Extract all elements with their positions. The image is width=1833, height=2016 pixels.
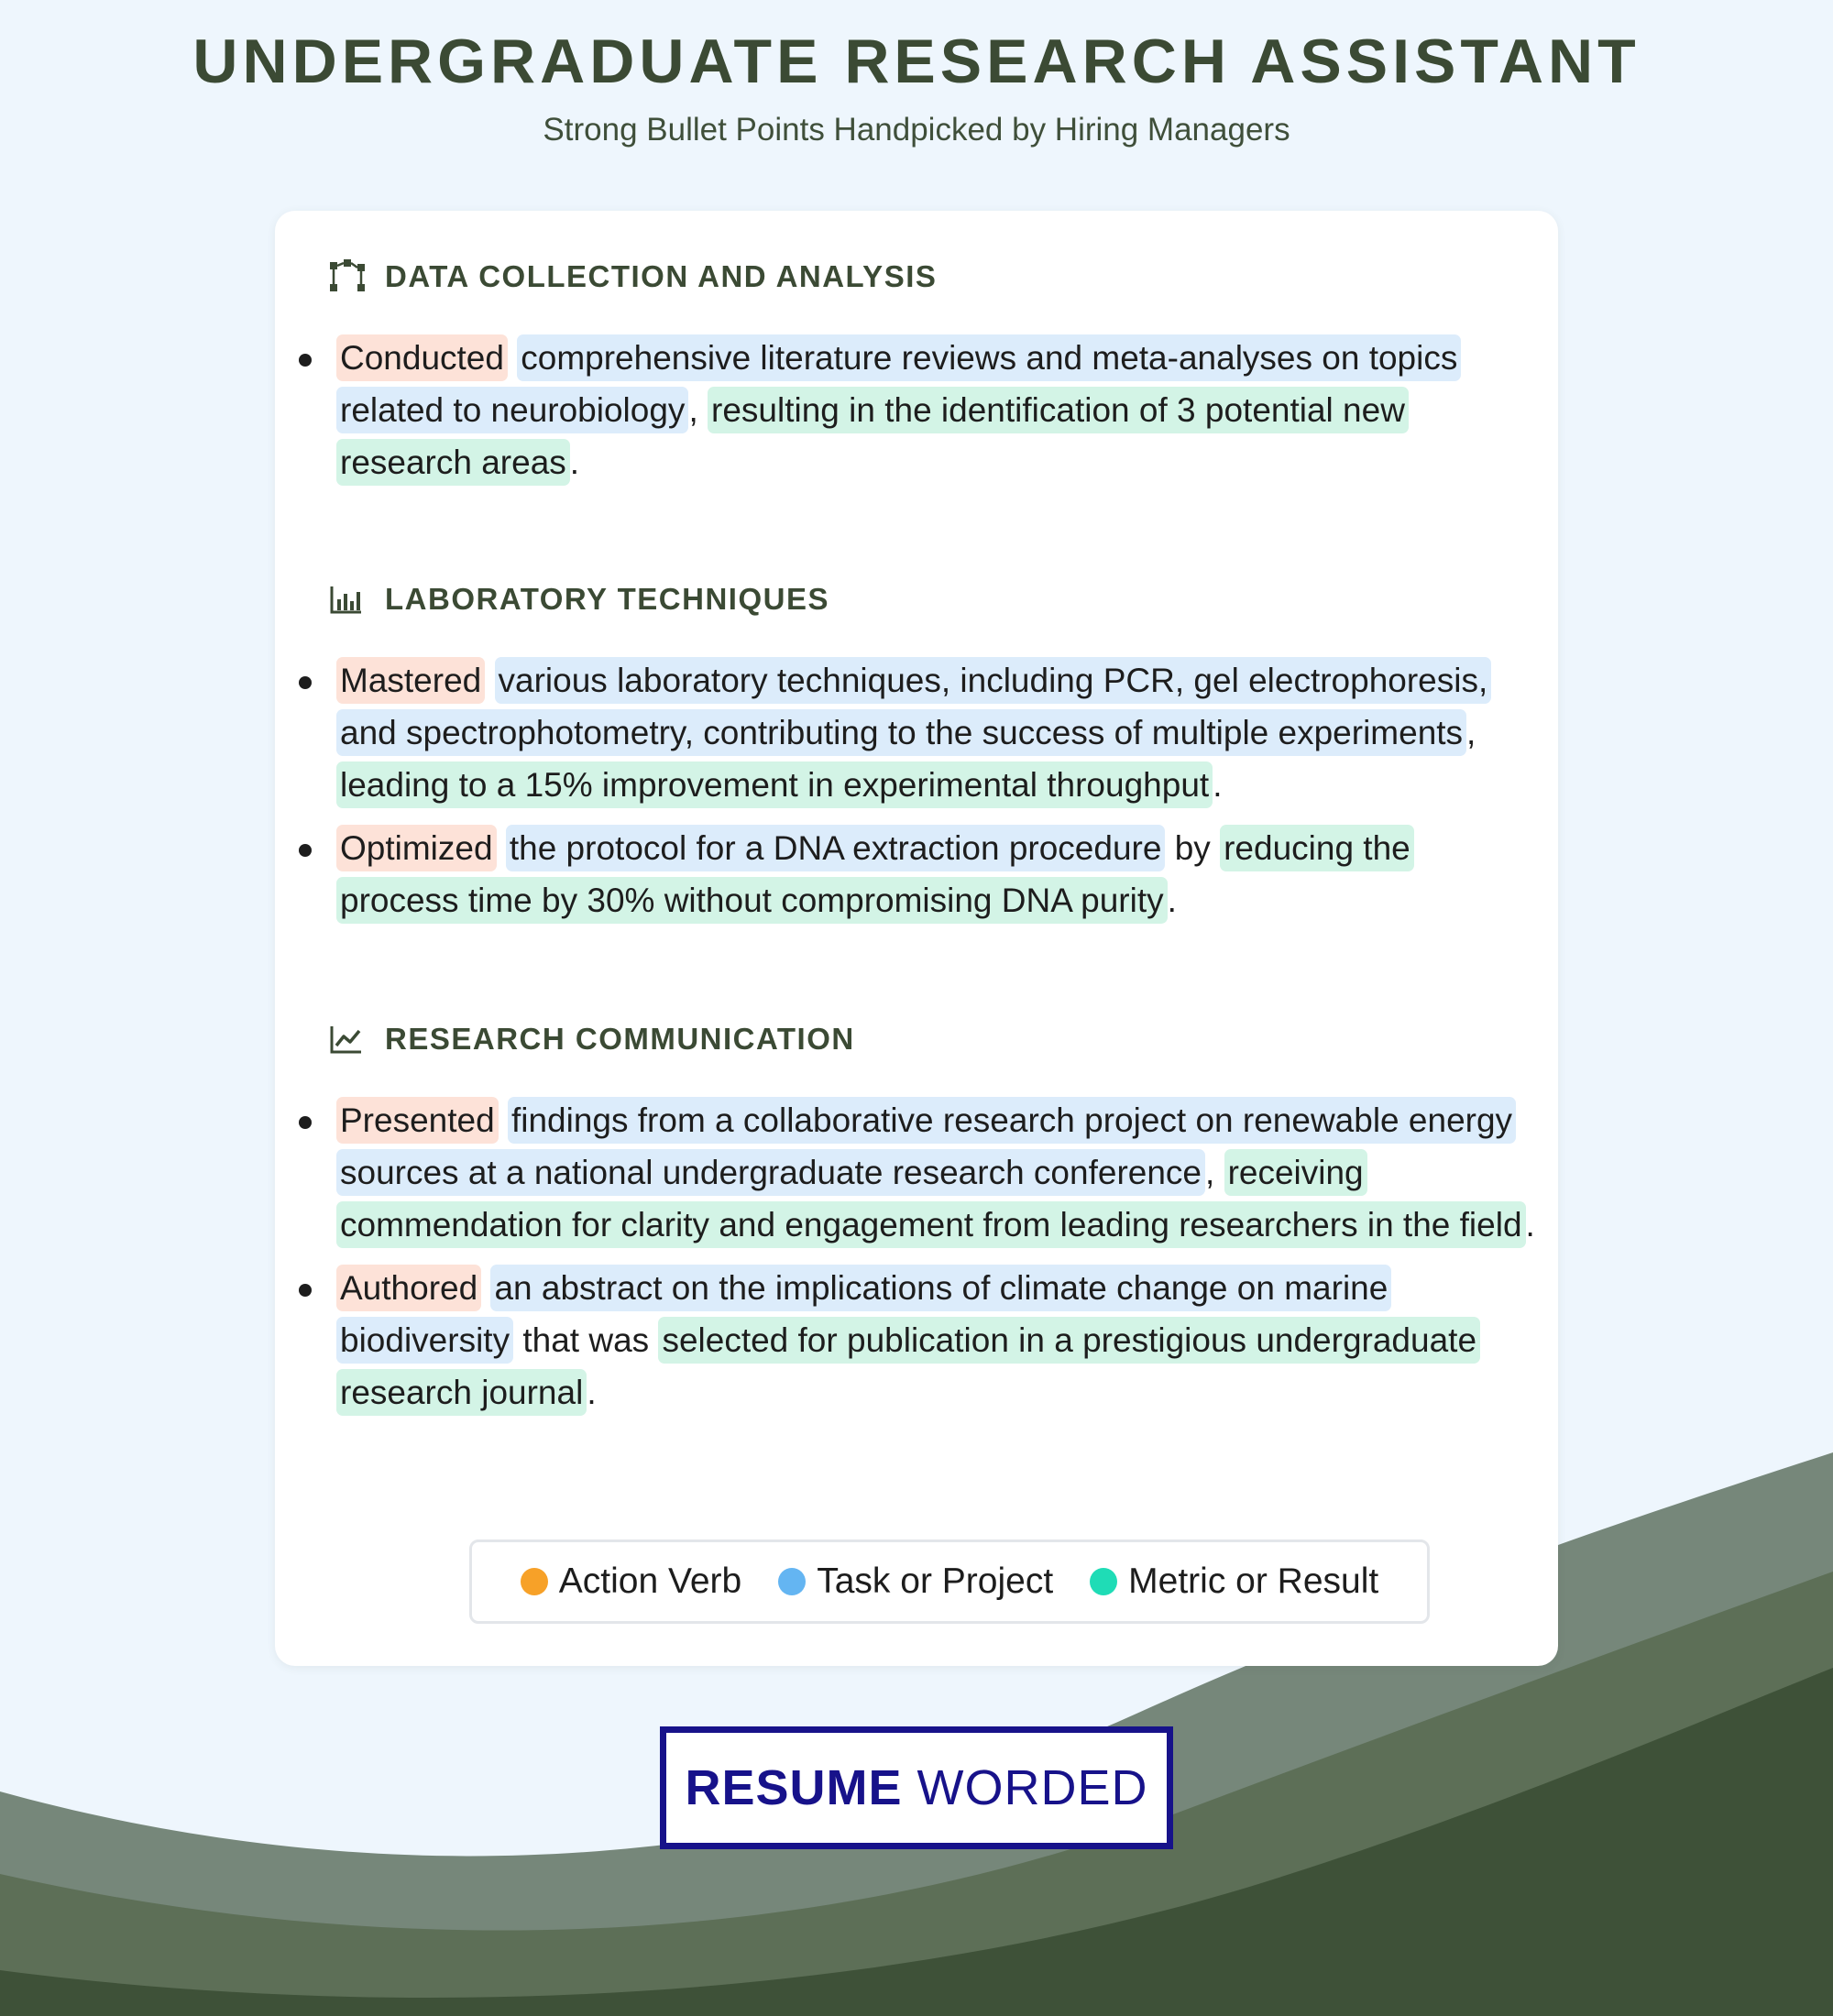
section-header [328, 572, 1538, 627]
bullet-list [328, 332, 1538, 488]
legend-dot-orange [521, 1568, 548, 1595]
page-subtitle: Strong Bullet Points Handpicked by Hiring Managers [543, 112, 1290, 148]
section-data-collection [328, 249, 1538, 499]
bullet-list [328, 654, 1538, 926]
legend-label: Task or Project [817, 1561, 1054, 1601]
plain-text: that was [513, 1321, 659, 1359]
resume-worded-logo [660, 1726, 1173, 1849]
plain-text: . [1213, 766, 1223, 804]
plain-text: by [1165, 829, 1221, 867]
task-or-project: an abstract on the implications of climate change on marine biodiversity [336, 1265, 1391, 1364]
action-verb: Optimized [336, 825, 497, 871]
metric-or-result: receiving commendation for clarity and engagement from leading researchers in the field [336, 1149, 1526, 1248]
legend-dot-blue [778, 1568, 806, 1595]
action-verb: Mastered [336, 657, 485, 704]
line-chart-icon [328, 1021, 367, 1057]
legend-label: Metric or Result [1128, 1561, 1379, 1601]
metric-or-result: resulting in the identification of 3 potential new research areas [336, 387, 1409, 486]
bullet-item [328, 332, 1538, 488]
section-title: LABORATORY TECHNIQUES [385, 582, 829, 616]
section-header [328, 249, 1538, 304]
bullet-item [328, 654, 1538, 811]
logo-bold-word: RESUME [685, 1760, 903, 1815]
data-nodes-icon [328, 258, 367, 295]
task-or-project: the protocol for a DNA extraction procedure [506, 825, 1166, 871]
plain-text: , [1466, 714, 1476, 751]
plain-text: . [1167, 882, 1177, 919]
page-title: UNDERGRADUATE RESEARCH ASSISTANT [192, 27, 1641, 96]
plain-text: . [1525, 1206, 1535, 1244]
legend-item-action-verb [521, 1561, 741, 1602]
bullet-points-card [275, 211, 1558, 1666]
metric-or-result: leading to a 15% improvement in experimental throughput [336, 761, 1213, 808]
plain-text [499, 1101, 508, 1139]
task-or-project: findings from a collaborative research project on renewable energy sources at a national undergraduate research conference [336, 1097, 1516, 1196]
metric-or-result: reducing the process time by 30% without compromising DNA purity [336, 825, 1414, 924]
bullet-item [328, 1094, 1538, 1251]
logo-light-word: WORDED [916, 1760, 1148, 1815]
section-title: RESEARCH COMMUNICATION [385, 1022, 855, 1056]
metric-or-result: selected for publication in a prestigious undergraduate research journal [336, 1317, 1480, 1416]
plain-text: , [688, 391, 708, 429]
task-or-project: comprehensive literature reviews and meta-analyses on topics related to neurobiology [336, 334, 1461, 433]
plain-text: . [569, 444, 580, 481]
section-research-communication [328, 1012, 1538, 1430]
action-verb: Conducted [336, 334, 508, 381]
bar-chart-icon [328, 581, 367, 618]
section-header [328, 1012, 1538, 1067]
plain-text: . [587, 1374, 597, 1411]
plain-text: , [1205, 1154, 1224, 1191]
bullet-list [328, 1094, 1538, 1419]
plain-text [485, 662, 494, 699]
action-verb: Authored [336, 1265, 481, 1311]
bullet-item [328, 822, 1538, 926]
section-laboratory-techniques [328, 572, 1538, 937]
legend-dot-teal [1090, 1568, 1117, 1595]
bullet-item [328, 1262, 1538, 1419]
legend-item-task-or-project [778, 1561, 1053, 1602]
highlight-legend [469, 1539, 1430, 1624]
plain-text [508, 339, 517, 377]
plain-text [481, 1269, 490, 1307]
plain-text [497, 829, 506, 867]
task-or-project: various laboratory techniques, including PCR, gel electrophoresis, and spectrophotometry, contributing to the success of multiple experiments [336, 657, 1491, 756]
action-verb: Presented [336, 1097, 499, 1144]
legend-item-metric-or-result [1090, 1561, 1378, 1602]
legend-label: Action Verb [558, 1561, 742, 1601]
section-title: DATA COLLECTION AND ANALYSIS [385, 259, 938, 293]
